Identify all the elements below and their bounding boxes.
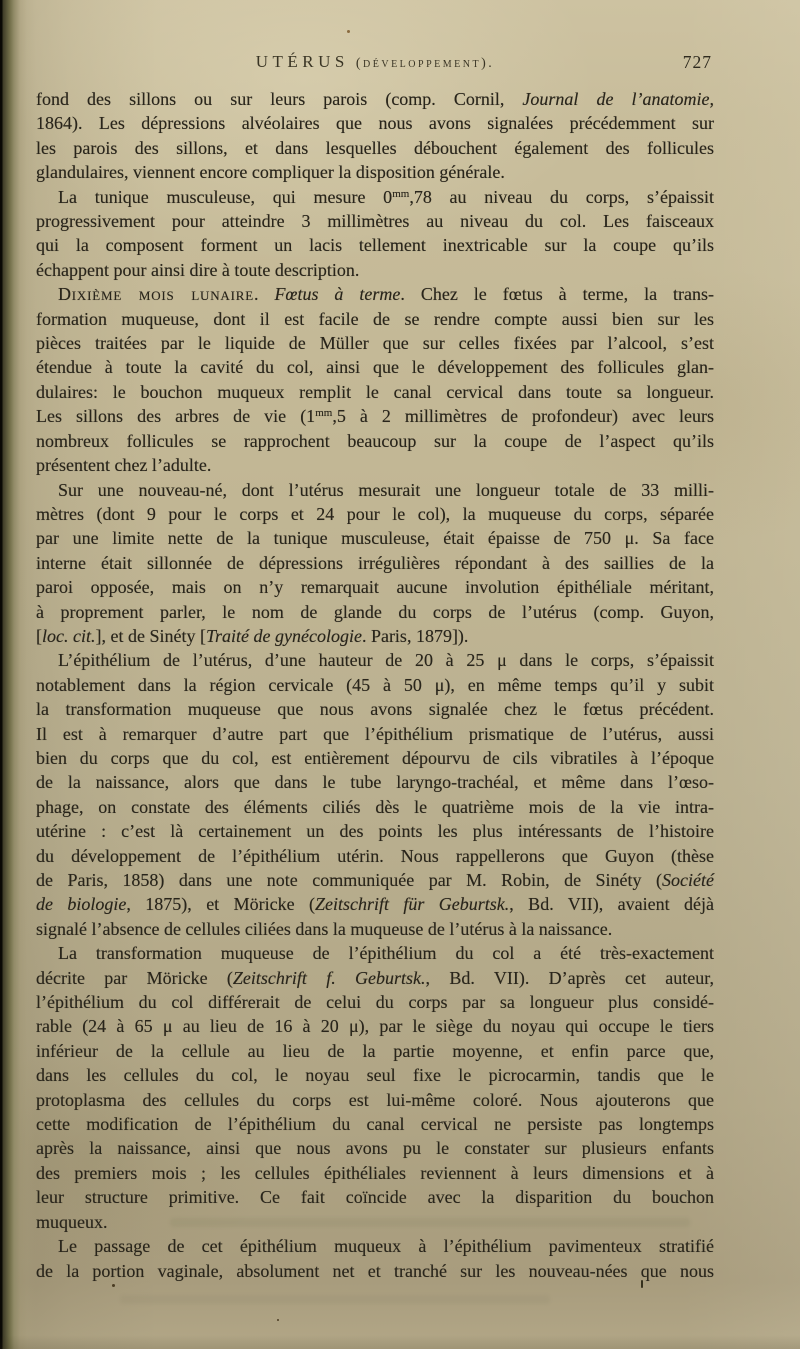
body-text: dans les cellules du col, le noyau seul fixe le picrocarmin, tandis que le bbox=[36, 1065, 714, 1086]
body-text: bien du corps que du col, est entièrement dépourvu de cils vibratiles à l’époque bbox=[36, 747, 714, 768]
text-line bbox=[36, 429, 714, 453]
text-line bbox=[36, 526, 714, 550]
body-text: progressivement pour atteindre 3 millimètres au niveau du col. Les faisceaux bbox=[36, 211, 714, 232]
text-line bbox=[36, 111, 714, 135]
body-text: interne était sillonnée de dépressions irrégulières répondant à des saillies de la bbox=[36, 552, 714, 573]
body-text: La tunique musculeuse, qui mesure 0 bbox=[58, 186, 393, 207]
text-line bbox=[36, 1185, 714, 1209]
body-text: paroi opposée, mais on n’y remarquait aucune involution épithéliale méritant, bbox=[36, 577, 714, 598]
text-line bbox=[36, 990, 714, 1014]
italic-text: Fœtus à terme bbox=[274, 284, 401, 305]
body-text: signalé l’absence de cellules ciliées dans la muqueuse de l’utérus à la naissance. bbox=[36, 918, 613, 939]
body-text: la transformation muqueuse que nous avons signalée chez le fœtus précédent. bbox=[36, 699, 714, 720]
body-text: dulaires: le bouchon muqueux remplit le canal cervical dans toute sa longueur. bbox=[36, 381, 714, 402]
body-text: leur structure primitive. Ce fait coïncide avec la disparition du bouchon bbox=[36, 1187, 714, 1208]
italic-text: loc. cit. bbox=[42, 625, 96, 646]
body-text: glandulaires, viennent encore compliquer la disposition générale. bbox=[36, 162, 505, 183]
body-text: du développement de l’épithélium utérin. Nous rappellerons que Guyon (thèse bbox=[36, 845, 714, 866]
italic-text: Traité de gynécologie bbox=[205, 625, 362, 646]
text-line bbox=[36, 1234, 714, 1258]
body-text: formation muqueuse, dont il est facile de se rendre compte aussi bien sur les bbox=[36, 308, 714, 329]
body-text: protoplasma des cellules du corps est lui-même coloré. Nous ajouterons que bbox=[36, 1089, 714, 1110]
text-line bbox=[36, 282, 714, 306]
body-text: La transformation muqueuse de l’épithélium du col a été très-exactement bbox=[58, 943, 714, 964]
body-text: , Bd. VII), avaient déjà bbox=[509, 894, 715, 915]
body-text: l’épithélium du col différerait de celui du corps par sa longueur plus considé- bbox=[36, 992, 714, 1013]
text-line bbox=[36, 453, 714, 477]
paper-speck bbox=[641, 1280, 643, 1288]
superscript-text: mm bbox=[392, 187, 410, 200]
text-line bbox=[36, 1259, 714, 1283]
text-line bbox=[36, 575, 714, 599]
body-text: inférieur de la cellule au lieu de la partie moyenne, et enfin parce que, bbox=[36, 1040, 714, 1061]
text-line bbox=[36, 160, 714, 184]
body-text: rable (24 à 65 μ au lieu de 16 à 20 μ), par le siège du noyau qui occupe le tiers bbox=[36, 1016, 714, 1037]
body-text: , 1875), et Möricke ( bbox=[126, 894, 315, 915]
text-line bbox=[36, 648, 714, 672]
text-line bbox=[36, 551, 714, 575]
body-text: présentent chez l’adulte. bbox=[36, 455, 212, 476]
body-text: à proprement parler, le nom de glande du corps de l’utérus (comp. Guyon, bbox=[36, 601, 714, 622]
text-line bbox=[36, 1112, 714, 1136]
text-line bbox=[36, 770, 714, 794]
text-line bbox=[36, 917, 714, 941]
running-title-qualifier: (développement). bbox=[355, 56, 495, 71]
body-text: . Chez le fœtus à terme, la trans- bbox=[400, 284, 714, 305]
text-line bbox=[36, 966, 714, 990]
text-line bbox=[36, 331, 714, 355]
body-text: étendue à toute la cavité du col, ainsi que le développement des follicules glan- bbox=[36, 357, 714, 378]
small-caps-text: Dixième mois lunaire bbox=[58, 284, 254, 305]
italic-text: Journal de l’anatomie, bbox=[522, 89, 714, 109]
body-text: Il est à remarquer d’autre part que l’épithélium prismatique de l’utérus, aussi bbox=[36, 723, 714, 744]
body-text: utérine : c’est là certainement un des points les plus intéressants de l’histoire bbox=[36, 821, 714, 842]
italic-text: de biologie bbox=[36, 894, 127, 915]
text-line bbox=[36, 1088, 714, 1112]
text-line bbox=[36, 307, 714, 331]
text-line bbox=[36, 624, 714, 648]
text-line bbox=[36, 258, 714, 282]
text-line bbox=[36, 746, 714, 770]
body-text: ], et de Sinéty [ bbox=[95, 625, 206, 646]
body-text: Sur une nouveau-né, dont l’utérus mesurait une longueur totale de 33 milli- bbox=[58, 479, 714, 500]
text-line bbox=[36, 892, 714, 916]
body-text: ,5 à 2 millimètres de profondeur) avec leurs bbox=[332, 406, 714, 427]
body-text: de la naissance, alors que dans le tube laryngo-trachéal, et même dans l’œso- bbox=[36, 772, 714, 793]
superscript-text: mm bbox=[315, 407, 333, 420]
body-text: des premiers mois ; les cellules épithéliales reviennent à leurs dimensions et à bbox=[36, 1162, 714, 1183]
text-line bbox=[36, 87, 714, 111]
text-line bbox=[36, 136, 714, 160]
text-line bbox=[36, 600, 714, 624]
body-text: pièces traitées par le liquide de Müller que sur celles fixées par l’alcool, s’est bbox=[36, 333, 714, 354]
italic-text: Zeitschrift f. Geburtsk. bbox=[232, 967, 426, 988]
text-line bbox=[36, 1063, 714, 1087]
text-line bbox=[36, 478, 714, 502]
text-line bbox=[36, 502, 714, 526]
body-text: par une limite nette de la tunique musculeuse, était épaisse de 750 μ. Sa face bbox=[36, 528, 714, 549]
text-line bbox=[36, 722, 714, 746]
body-text: ,78 au niveau du corps, s’épaissit bbox=[409, 186, 715, 207]
paper-speck bbox=[112, 1284, 115, 1287]
text-line bbox=[36, 355, 714, 379]
text-line bbox=[36, 673, 714, 697]
text-line bbox=[36, 844, 714, 868]
text-line bbox=[36, 209, 714, 233]
page-header bbox=[36, 52, 714, 76]
page-binding-edge bbox=[0, 0, 36, 1349]
show-through-mark bbox=[120, 1295, 550, 1304]
body-text: décrite par Möricke ( bbox=[36, 967, 233, 988]
text-line bbox=[36, 185, 714, 209]
body-text: notablement dans la région cervicale (45 à 50 μ), en même temps qu’il y subit bbox=[36, 674, 714, 695]
body-text: fond des sillons ou sur leurs parois (comp. Cornil, bbox=[36, 89, 523, 109]
show-through-mark bbox=[170, 1218, 690, 1227]
running-title bbox=[36, 52, 714, 72]
paper-speck bbox=[347, 30, 350, 33]
body-text: mètres (dont 9 pour le corps et 24 pour le col), la muqueuse du corps, séparée bbox=[36, 503, 714, 524]
body-text: de la portion vaginale, absolument net et tranché sur les nouveau-nées que nous bbox=[36, 1260, 714, 1281]
italic-text: Zeitschrift für Geburtsk. bbox=[314, 894, 510, 915]
text-line bbox=[36, 404, 714, 428]
body-text: L’épithélium de l’utérus, d’une hauteur de 20 à 25 μ dans le corps, s’épaissit bbox=[58, 650, 714, 671]
body-text: nombreux follicules se rapprochent beaucoup sur la coupe de l’aspect qu’ils bbox=[36, 430, 714, 451]
text-line bbox=[36, 795, 714, 819]
italic-text: Société bbox=[662, 870, 714, 890]
body-text: muqueux. bbox=[36, 1211, 108, 1232]
body-text: qui la composent forment un lacis tellement inextricable sur la coupe qu’ils bbox=[36, 235, 714, 256]
body-text: . Paris, 1879]). bbox=[361, 625, 469, 646]
page-bottom-shadow bbox=[0, 1335, 800, 1349]
body-text: après la naissance, ainsi que nous avons pu le constater sur plusieurs enfants bbox=[36, 1138, 714, 1159]
body-text: , Bd. VII). D’après cet auteur, bbox=[425, 967, 714, 988]
text-line bbox=[36, 1039, 714, 1063]
text-line bbox=[36, 1014, 714, 1038]
body-text: cette modification de l’épithélium du canal cervical ne persiste pas longtemps bbox=[36, 1114, 714, 1135]
text-line bbox=[36, 1136, 714, 1160]
body-text: de Paris, 1858) dans une note communiquée par M. Robin, de Sinéty ( bbox=[36, 870, 663, 890]
page-text bbox=[36, 87, 714, 1283]
text-line bbox=[36, 819, 714, 843]
body-text: . bbox=[253, 284, 275, 305]
text-line bbox=[36, 941, 714, 965]
body-text: [ bbox=[36, 625, 42, 646]
body-text: 1864). Les dépressions alvéolaires que nous avons signalées précédemment sur bbox=[36, 113, 714, 134]
body-text: Le passage de cet épithélium muqueux à l’épithélium pavimenteux stratifié bbox=[58, 1236, 714, 1257]
text-line bbox=[36, 868, 714, 892]
paper-speck bbox=[277, 1319, 279, 1321]
text-line bbox=[36, 233, 714, 257]
body-text: Les sillons des arbres de vie (1 bbox=[36, 406, 316, 427]
running-title-main: UTÉRUS bbox=[255, 52, 349, 71]
text-line bbox=[36, 380, 714, 404]
body-text: phage, on constate des éléments ciliés dès le quatrième mois de la vie intra- bbox=[36, 796, 714, 817]
body-text: les parois des sillons, et dans lesquelles débouchent également des follicules bbox=[36, 137, 714, 158]
text-line bbox=[36, 1161, 714, 1185]
text-line bbox=[36, 697, 714, 721]
body-text: échappent pour ainsi dire à toute description. bbox=[36, 259, 360, 280]
page-number: 727 bbox=[682, 52, 712, 72]
